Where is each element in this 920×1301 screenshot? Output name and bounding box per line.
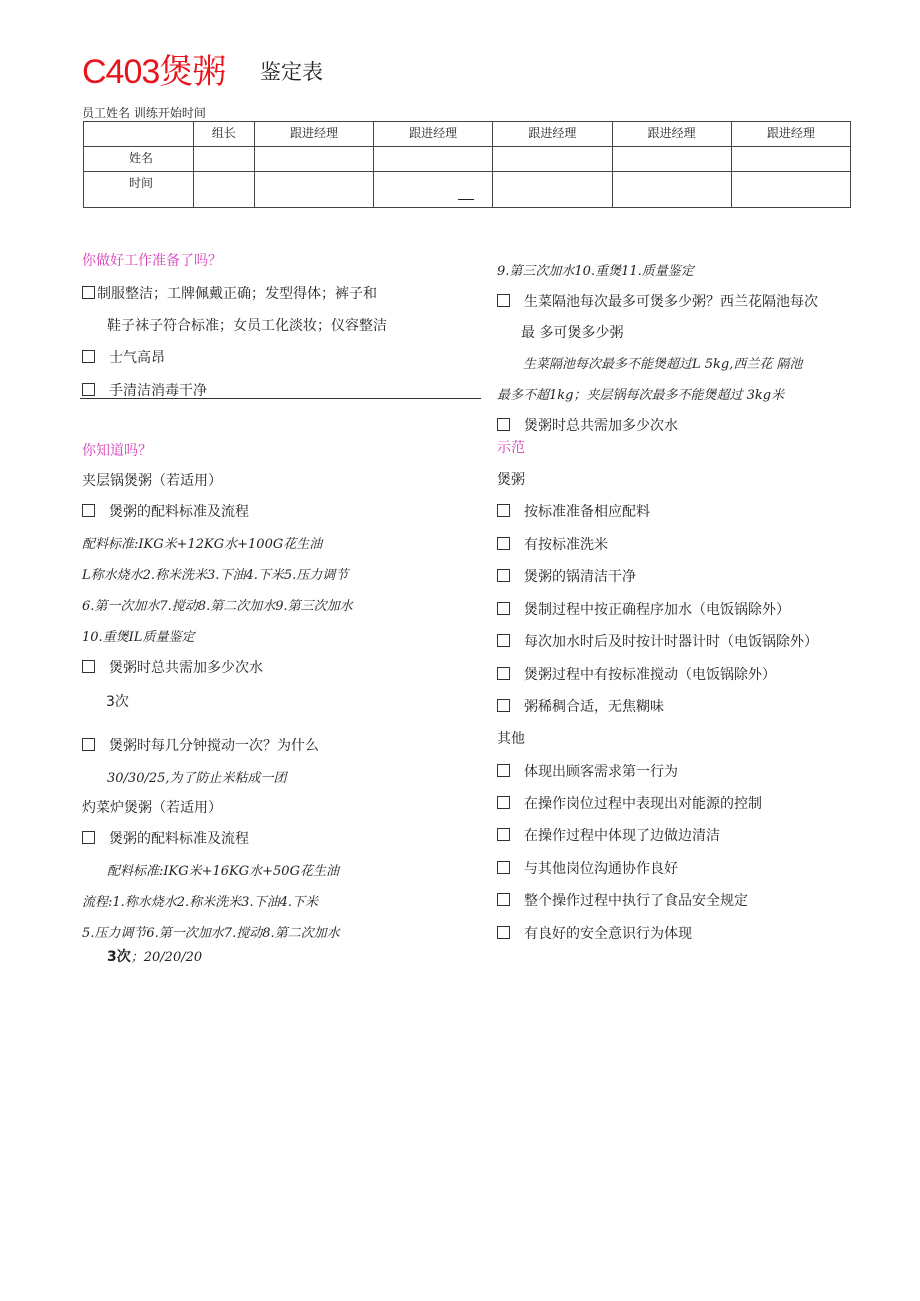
checklist-item[interactable]: 按标准准备相应配料 [497, 501, 650, 521]
checkbox[interactable] [497, 667, 510, 680]
answer-line: 配料标准:IKG米+16KG水+50G花生油 [107, 864, 339, 879]
checkbox[interactable] [82, 831, 95, 844]
cook-heading: 煲粥 [497, 472, 525, 488]
table-cell[interactable] [194, 172, 255, 208]
header-manager-4: 跟进经理 [612, 122, 731, 147]
table-header-row [84, 122, 851, 147]
table-cell[interactable] [254, 147, 373, 172]
answer-line: 5.压力调节6.第一次加水7.搅动8.第二次加水 [82, 926, 340, 941]
table-cell[interactable] [612, 172, 731, 208]
dash-text [459, 188, 460, 189]
q-ingredient-standard-2[interactable]: 煲粥的配料标准及流程 [82, 828, 249, 848]
checkbox[interactable] [497, 418, 510, 431]
q-max-batch[interactable]: 生菜隔池每次最多可煲多少粥？西兰花隔池每次 [497, 291, 818, 311]
checkbox[interactable] [497, 926, 510, 939]
checklist-item[interactable]: 粥稀稠合适，无焦糊味 [497, 696, 664, 716]
demo-heading: 示范 [497, 440, 525, 456]
q-ingredient-standard[interactable]: 煲粥的配料标准及流程 [82, 501, 249, 521]
employee-meta-line: 员工姓名 训练开始时间 [82, 106, 206, 120]
checklist-item[interactable]: 煲制过程中按正确程序加水（电饭锅除外） [497, 599, 790, 619]
answer-line: L称水烧水2.称米洗米3.下油4.下米5.压力调节 [82, 568, 349, 583]
checkbox[interactable] [497, 294, 510, 307]
table-cell[interactable] [254, 172, 373, 208]
answer-line: 6.第一次加水7.搅动8.第二次加水9.第三次加水 [82, 599, 353, 614]
signoff-table [83, 121, 851, 208]
q-water-times[interactable]: 煲粥时总共需加多少次水 [82, 657, 263, 677]
page-subtitle: 鉴定表 [260, 60, 323, 84]
table-corner-cell [84, 122, 194, 147]
checkbox[interactable] [497, 569, 510, 582]
checkbox[interactable] [497, 699, 510, 712]
checklist-item[interactable]: 煲粥的锅清洁干净 [497, 566, 636, 586]
header-team-leader: 组长 [194, 122, 255, 147]
answer-water-times: 3次 [106, 694, 129, 710]
header-manager-2: 跟进经理 [374, 122, 493, 147]
section-divider [80, 398, 481, 399]
answer-line: 配料标准:IKG米+12KG水+100G花生油 [82, 537, 323, 552]
row-label-name: 姓名 [84, 147, 194, 172]
know-heading: 你知道吗？ [82, 443, 152, 459]
answer-line: 10.重煲IL质量鉴定 [82, 630, 195, 645]
stove-heading: 灼菜炉煲粥（若适用） [82, 800, 222, 816]
q-stir-interval[interactable]: 煲粥时每几分钟搅动一次？为什么 [82, 735, 319, 755]
table-cell[interactable] [731, 172, 850, 208]
checklist-item[interactable]: 整个操作过程中执行了食品安全规定 [497, 890, 748, 910]
table-dash-mark [458, 199, 474, 200]
checkbox[interactable] [82, 504, 95, 517]
prep-item-1-cont: 鞋子袜子符合标准；女员工化淡妆；仪容整洁 [107, 318, 387, 334]
checklist-item[interactable]: 体现出顾客需求第一行为 [497, 761, 678, 781]
table-row-time [84, 172, 851, 208]
checkbox[interactable] [497, 634, 510, 647]
checkbox[interactable] [497, 861, 510, 874]
table-row-name [84, 147, 851, 172]
table-cell[interactable] [731, 147, 850, 172]
q-water-times-2[interactable]: 煲粥时总共需加多少次水 [497, 415, 678, 435]
checklist-item[interactable]: 煲粥过程中有按标准搅动（电饭锅除外） [497, 664, 776, 684]
answer-line: 9.第三次加水10.重煲11.质量鉴定 [497, 264, 694, 279]
prep-item-3[interactable]: 手清洁消毒干净 [82, 380, 207, 400]
header-manager-1: 跟进经理 [254, 122, 373, 147]
checklist-item[interactable]: 有按标准洗米 [497, 534, 608, 554]
checkbox[interactable] [497, 796, 510, 809]
table-cell[interactable] [374, 172, 493, 208]
checklist-item[interactable]: 每次加水时后及时按计时器计时（电饭锅除外） [497, 631, 818, 651]
row-label-time: 时间 [84, 172, 194, 208]
table-cell[interactable] [493, 172, 612, 208]
table-cell[interactable] [194, 147, 255, 172]
prep-item-1[interactable]: 制服整洁；工牌佩戴正确；发型得体；裤子和 [82, 283, 377, 303]
page-title: C403煲粥 [82, 53, 226, 91]
answer-line: 最多不超1kg；夹层锅每次最多不能煲超过 3kg米 [497, 388, 785, 403]
checkbox[interactable] [82, 383, 95, 396]
checkbox[interactable] [497, 828, 510, 841]
header-manager-3: 跟进经理 [493, 122, 612, 147]
answer-line: 流程:1.称水烧水2.称米洗米3.下油4.下米 [82, 895, 318, 910]
checklist-item[interactable]: 与其他岗位沟通协作良好 [497, 858, 678, 878]
table-cell[interactable] [612, 147, 731, 172]
checklist-item[interactable]: 有良好的安全意识行为体现 [497, 923, 692, 943]
checkbox[interactable] [82, 350, 95, 363]
checkbox[interactable] [497, 764, 510, 777]
other-heading: 其他 [497, 731, 525, 747]
checkbox[interactable] [497, 602, 510, 615]
checkbox[interactable] [82, 738, 95, 751]
q-max-batch-cont: 最 多可煲多少粥 [521, 325, 624, 341]
checkbox[interactable] [497, 537, 510, 550]
prep-heading: 你做好工作准备了吗？ [82, 253, 222, 269]
table-cell[interactable] [374, 147, 493, 172]
answer-water-stir: 3次；20/20/20 [107, 949, 203, 965]
checkbox[interactable] [82, 286, 95, 299]
jacket-heading: 夹层锅煲粥（若适用） [82, 473, 222, 489]
answer-line: 生菜隔池每次最多不能煲超过L 5kg,西兰花 隔池 [523, 357, 803, 372]
prep-item-2[interactable]: 士气高昂 [82, 347, 165, 367]
header-manager-5: 跟进经理 [731, 122, 850, 147]
answer-stir-interval: 30/30/25,为了防止米粘成一团 [107, 771, 287, 786]
checklist-item[interactable]: 在操作岗位过程中表现出对能源的控制 [497, 793, 762, 813]
checklist-item[interactable]: 在操作过程中体现了边做边清洁 [497, 825, 720, 845]
checkbox[interactable] [497, 504, 510, 517]
checkbox[interactable] [82, 660, 95, 673]
table-cell[interactable] [493, 147, 612, 172]
checkbox[interactable] [497, 893, 510, 906]
